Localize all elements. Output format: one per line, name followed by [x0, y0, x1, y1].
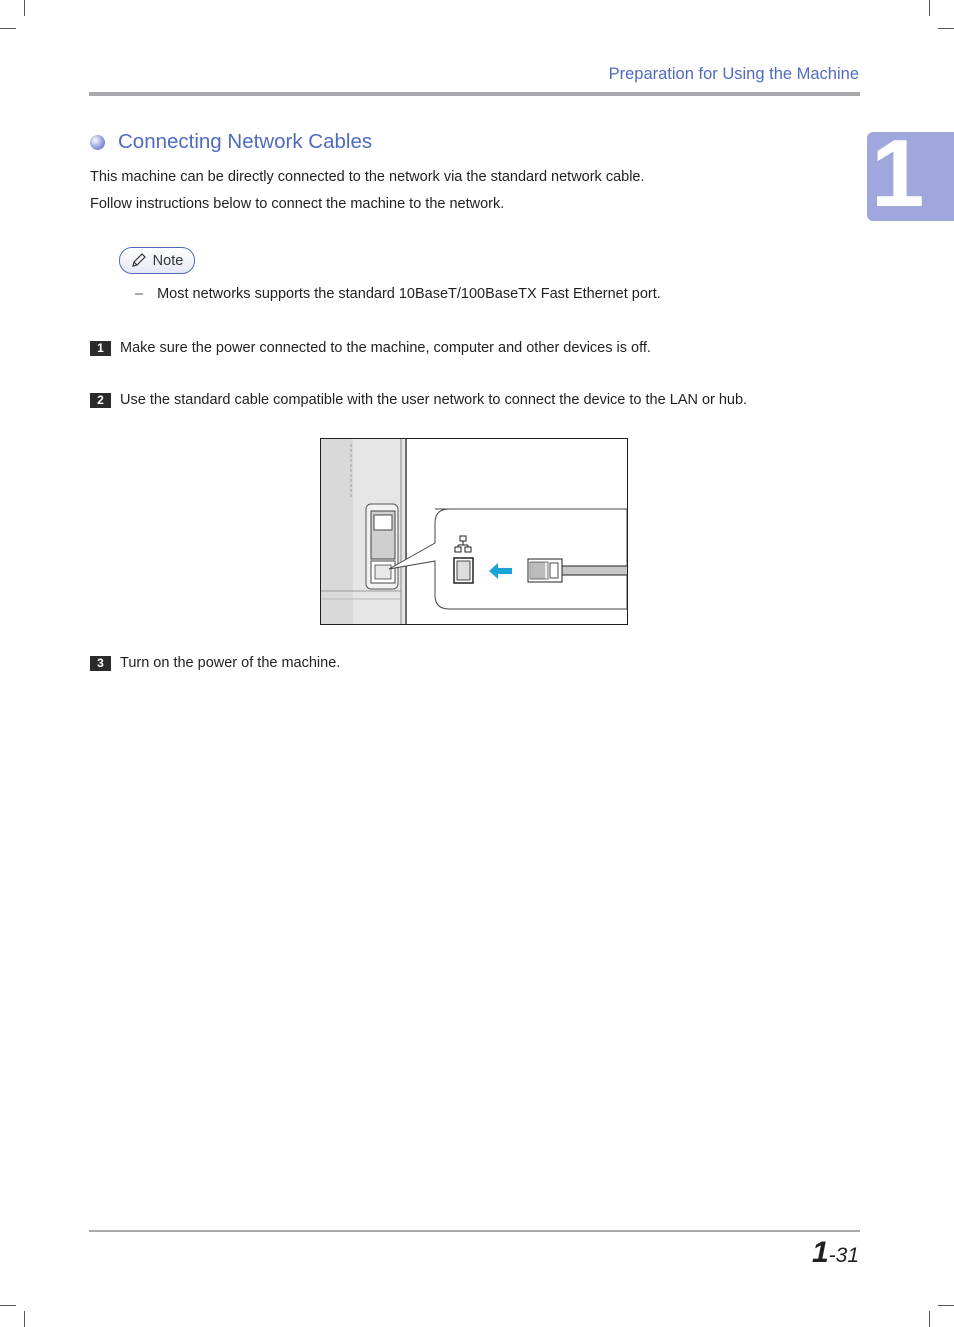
step-text: Turn on the power of the machine. [120, 655, 341, 671]
step-text: Make sure the power connected to the machine, computer and other devices is off. [120, 340, 651, 356]
step-number-badge: 3 [90, 656, 111, 671]
note-label: Note [152, 252, 184, 269]
illustration-svg [321, 439, 627, 624]
step-number-badge: 1 [90, 341, 111, 356]
section-heading [90, 130, 372, 154]
chapter-tab-number: 1 [871, 120, 925, 227]
step-item [90, 392, 747, 408]
crop-mark [929, 1311, 930, 1327]
section-bullet-icon [90, 135, 105, 150]
intro-paragraph: This machine can be directly connected to the network via the standard network cable. [90, 169, 645, 185]
chapter-tab[interactable] [867, 120, 954, 227]
intro-paragraph: Follow instructions below to connect the machine to the network. [90, 196, 505, 212]
note-badge [119, 247, 195, 274]
crop-mark [24, 0, 25, 16]
note-item [135, 286, 661, 302]
network-cable [562, 566, 627, 575]
network-cable-illustration [320, 438, 628, 625]
crop-mark [938, 28, 954, 29]
running-header: Preparation for Using the Machine [608, 65, 859, 83]
page-separator: - [828, 1244, 836, 1267]
section-title: Connecting Network Cables [118, 130, 373, 153]
step-text: Use the standard cable compatible with the user network to connect the device to the LAN or hub. [120, 392, 748, 408]
crop-mark [24, 1311, 25, 1327]
rj45-plug [528, 559, 562, 582]
step-item [90, 655, 340, 671]
note-text: Most networks supports the standard 10BaseT/100BaseTX Fast Ethernet port. [157, 286, 661, 302]
crop-mark [938, 1305, 954, 1306]
callout-bubble [389, 509, 627, 609]
note-dash: – [135, 286, 144, 302]
page-chapter: 1 [811, 1236, 829, 1269]
header-rule [89, 92, 860, 96]
step-item [90, 340, 651, 356]
crop-mark [929, 0, 930, 16]
usb-port [374, 515, 392, 530]
footer-rule [89, 1230, 860, 1232]
step-number-badge: 2 [90, 393, 111, 408]
crop-mark [0, 28, 16, 29]
pencil-icon [131, 253, 148, 268]
page-number [812, 1236, 859, 1270]
page-index: 31 [835, 1244, 859, 1267]
crop-mark [0, 1305, 16, 1306]
